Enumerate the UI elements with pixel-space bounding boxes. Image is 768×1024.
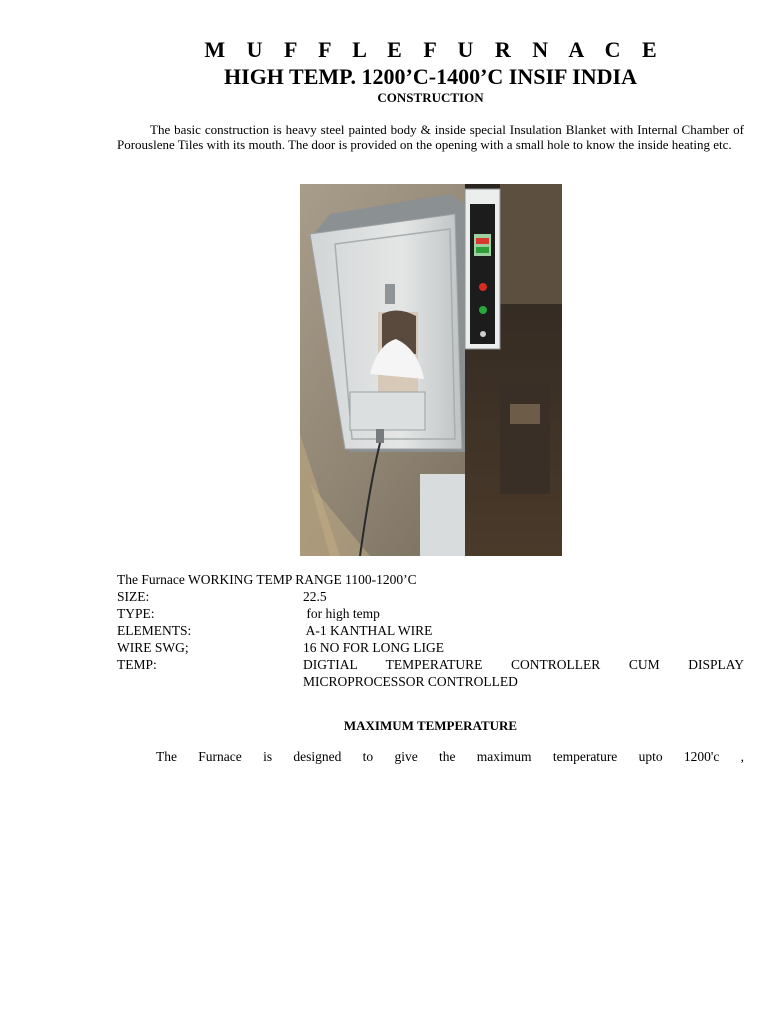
muffle-furnace-photo — [300, 184, 562, 556]
spec-row-size — [117, 588, 744, 605]
spec-value: A-1 KANTHAL WIRE — [303, 623, 433, 638]
spec-label: SIZE: — [117, 589, 150, 604]
document-page — [117, 36, 744, 764]
specifications — [117, 571, 744, 690]
spec-label: WIRE SWG; — [117, 640, 189, 655]
section-heading-maximum-temperature: MAXIMUM TEMPERATURE — [343, 718, 518, 733]
spec-value: DIGTIAL TEMPERATURE CONTROLLER CUM DISPLAY MICROPROCESSOR CONTROLLED — [303, 657, 744, 689]
spec-row-temp — [117, 656, 744, 690]
spec-value: 16 NO FOR LONG LIGE — [303, 640, 444, 655]
maximum-temperature-paragraph: The Furnace is designed to give the maximum temperature upto 1200'c , — [156, 749, 744, 764]
section-heading-construction: CONSTRUCTION — [377, 90, 484, 105]
spec-row-elements — [117, 622, 744, 639]
spec-row-type — [117, 605, 744, 622]
spec-label: ELEMENTS: — [117, 623, 192, 638]
spec-value: 22.5 — [303, 589, 327, 604]
spec-label: TYPE: — [117, 606, 155, 621]
spec-label: TEMP: — [117, 657, 157, 672]
document-subtitle: HIGH TEMP. 1200’C-1400’C INSIF INDIA — [224, 64, 637, 89]
working-temp-range: The Furnace WORKING TEMP RANGE 1100-1200’C — [117, 572, 417, 587]
construction-paragraph: The basic construction is heavy steel painted body & inside special Insulation Blanket with Internal Chamber of Porouslene Tiles with its mouth. The door is provided on the opening with a small hole to know the inside heating etc. — [117, 122, 744, 152]
document-title: M U F F L E F U R N A C E — [204, 37, 665, 62]
spec-value: for high temp — [303, 606, 380, 621]
spec-row-wire-swg — [117, 639, 744, 656]
